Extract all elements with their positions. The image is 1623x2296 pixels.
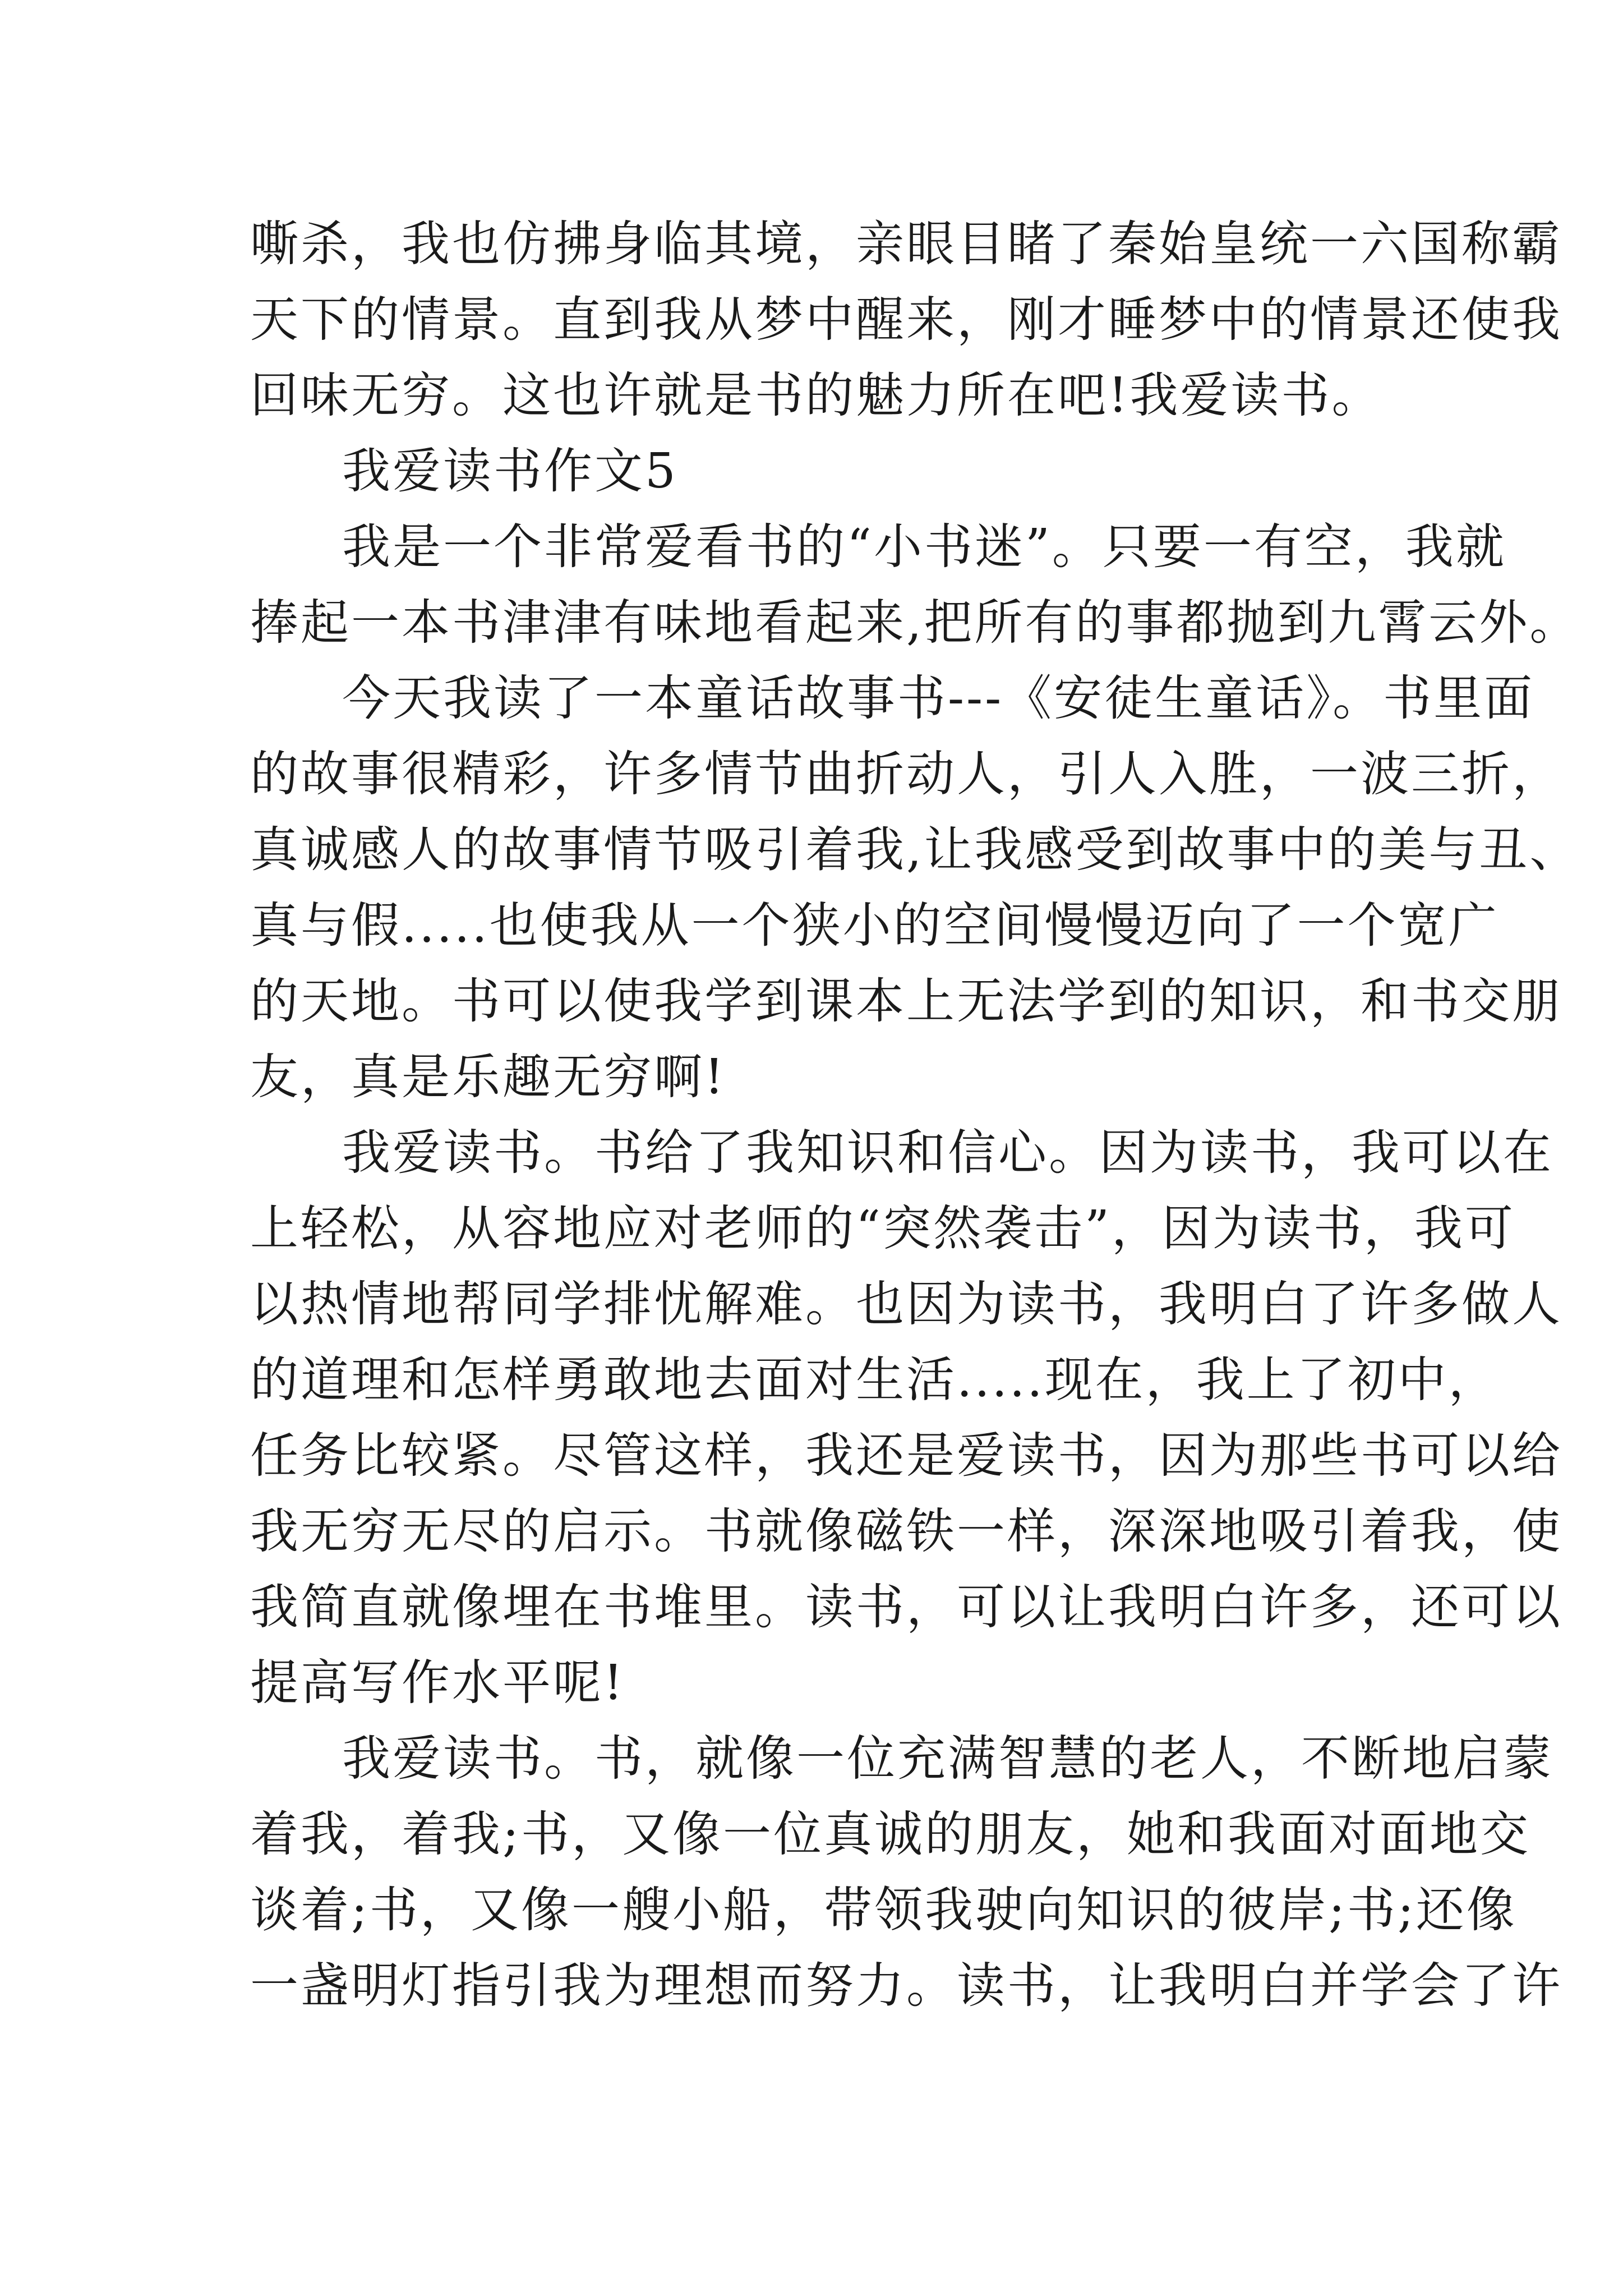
text-line: 今天我读了一本童话故事书---《安徒生童话》。书里面 [342,670,1535,726]
text-line: 以热情地帮同学排忧解难。也因为读书，我明白了许多做人 [250,1276,1562,1332]
text-line: 我简直就像埋在书堆里。读书，可以让我明白许多，还可以 [250,1579,1562,1635]
text-line: 上轻松，从容地应对老师的“突然袭击”，因为读书，我可 [250,1200,1515,1257]
text-line: 一盏明灯指引我为理想而努力。读书，让我明白并学会了许 [250,1958,1562,2014]
section-heading: 我爱读书作文5 [342,443,678,499]
text-line: 着我，着我;书，又像一位真诚的朋友，她和我面对面地交 [250,1806,1530,1862]
text-line: 的道理和怎样勇敢地去面对生活.....现在，我上了初中， [250,1352,1499,1408]
text-line: 嘶杀，我也仿拂身临其境，亲眼目睹了秦始皇统一六国称霸 [250,216,1562,272]
text-line: 我无穷无尽的启示。书就像磁铁一样，深深地吸引着我，使 [250,1503,1562,1559]
text-line: 我是一个非常爱看书的“小书迷”。只要一有空，我就 [342,519,1506,575]
text-line: 我爱读书。书给了我知识和信心。因为读书，我可以在 [342,1125,1553,1181]
text-line: 回味无穷。这也许就是书的魅力所在吧!我爱读书。 [250,367,1382,424]
text-line: 友，真是乐趣无穷啊! [250,1049,726,1105]
text-line: 我爱读书。书，就像一位充满智慧的老人，不断地启蒙 [342,1731,1553,1787]
text-line: 提高写作水平呢! [250,1655,625,1711]
text-line: 天下的情景。直到我从梦中醒来，刚才睡梦中的情景还使我 [250,292,1562,348]
text-line: 的天地。书可以使我学到课本上无法学到的知识，和书交朋 [250,973,1562,1029]
text-line: 捧起一本书津津有味地看起来,把所有的事都抛到九霄云外。 [250,595,1580,651]
text-line: 的故事很精彩，许多情节曲折动人，引人入胜，一波三折， [250,746,1562,802]
text-line: 真与假.....也使我从一个狭小的空间慢慢迈向了一个宽广 [250,898,1499,954]
text-line: 真诚感人的故事情节吸引着我,让我感受到故事中的美与丑、 [250,822,1580,878]
text-line: 谈着;书，又像一艘小船，带领我驶向知识的彼岸;书;还像 [250,1882,1517,1938]
text-line: 任务比较紧。尽管这样，我还是爱读书，因为那些书可以给 [250,1428,1562,1484]
